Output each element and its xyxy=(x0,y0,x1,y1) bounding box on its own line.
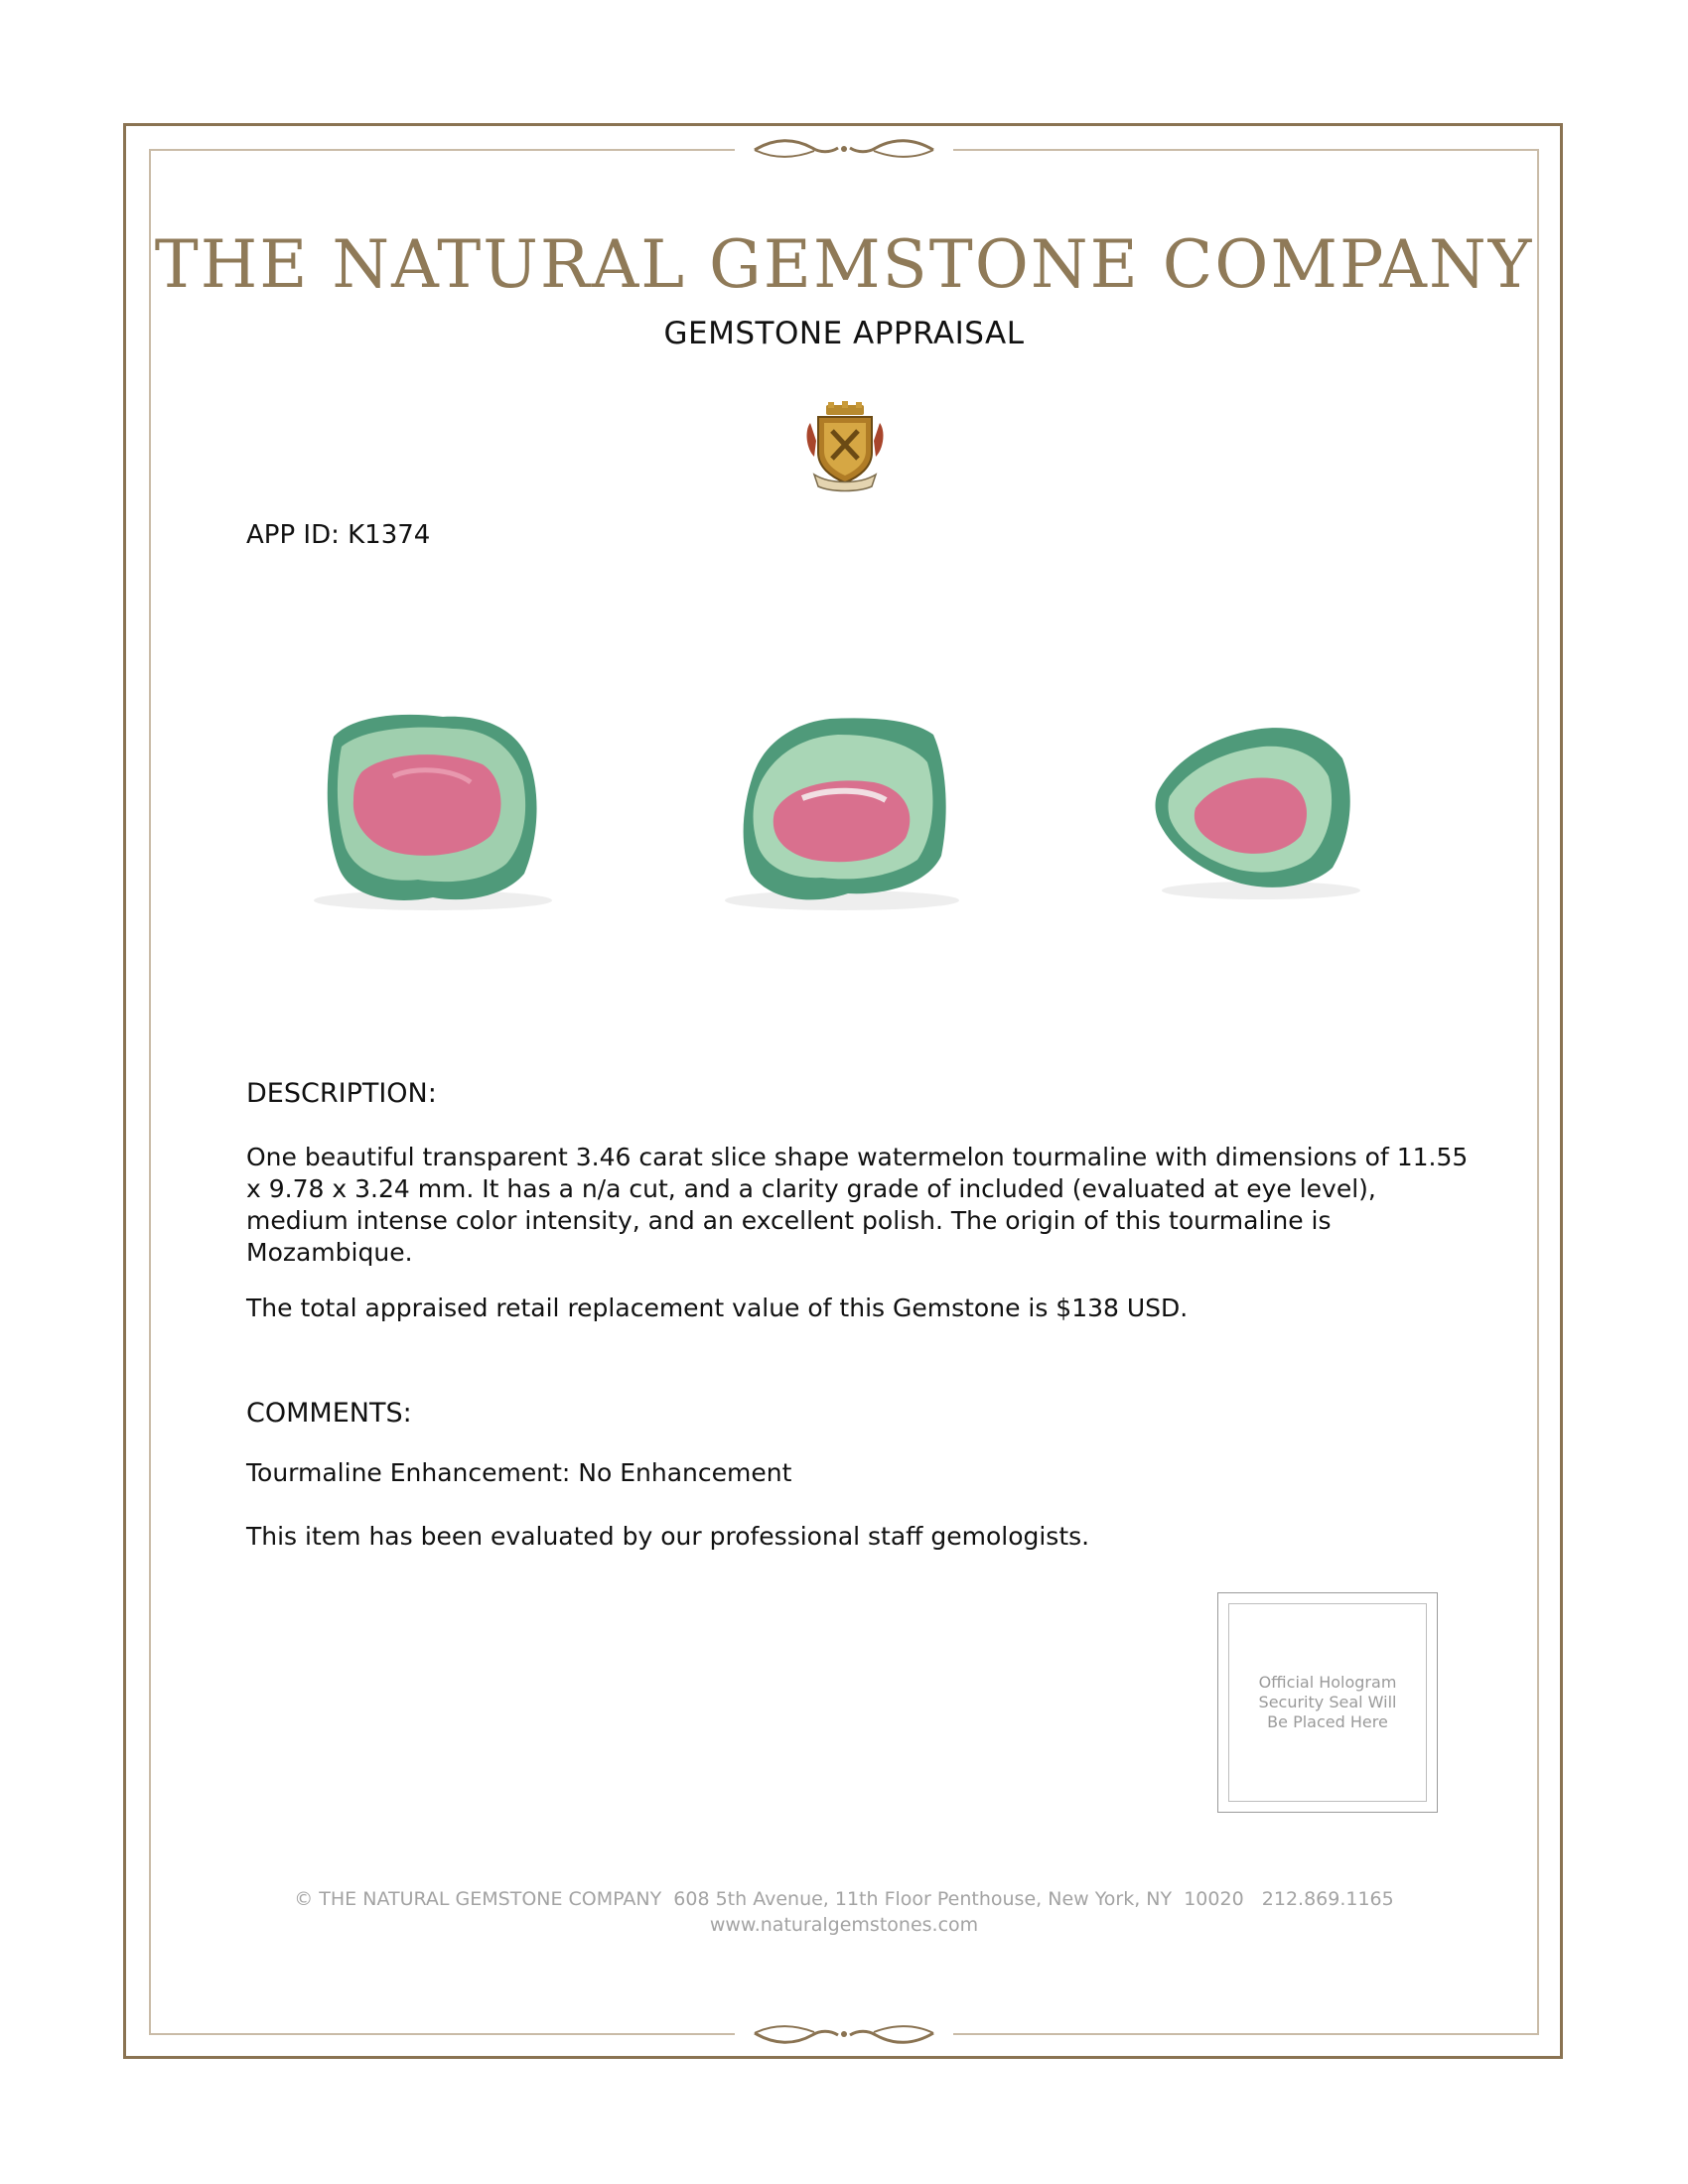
app-id: APP ID: K1374 xyxy=(246,520,431,550)
hologram-seal-text: Official Hologram Security Seal Will Be Placed Here xyxy=(1258,1673,1397,1731)
company-crest-logo xyxy=(802,401,888,492)
enhancement-comment: Tourmaline Enhancement: No Enhancement xyxy=(246,1458,792,1487)
inner-frame-bottom-left xyxy=(149,2033,735,2035)
footer-address: © THE NATURAL GEMSTONE COMPANY 608 5th Avenue, 11th Floor Penthouse, New York, NY 10020 212.869.1165 xyxy=(294,1888,1394,1910)
hologram-seal-inner-border xyxy=(1228,1603,1427,1802)
inner-frame-top-left xyxy=(149,149,735,151)
description-text: One beautiful transparent 3.46 carat slice shape watermelon tourmaline with dimensions of 11.55 x 9.78 x 3.24 mm. It has a n/a cut, and a clarity grade of included (evaluated at eye level), medium intense color intensity, and an excellent polish. The origin of this tourmaline is Mozambique. xyxy=(246,1143,1469,1267)
gem-photo-3 xyxy=(1062,617,1440,995)
bottom-flourish-ornament xyxy=(735,2021,953,2047)
top-flourish-ornament xyxy=(735,136,953,162)
document-title: GEMSTONE APPRAISAL xyxy=(663,316,1025,351)
inner-frame-top-right xyxy=(953,149,1539,151)
inner-frame-left xyxy=(149,149,151,2035)
company-name: THE NATURAL GEMSTONE COMPANY xyxy=(154,226,1534,303)
hologram-seal-placeholder xyxy=(1217,1592,1438,1813)
gem-photo-2 xyxy=(653,617,1031,995)
description-heading: DESCRIPTION: xyxy=(246,1078,437,1109)
footer-website: www.naturalgemstones.com xyxy=(709,1914,979,1936)
evaluation-comment: This item has been evaluated by our professional staff gemologists. xyxy=(246,1522,1090,1551)
comments-heading: COMMENTS: xyxy=(246,1398,412,1429)
appraised-value-statement: The total appraised retail replacement value of this Gemstone is $138 USD. xyxy=(246,1294,1189,1322)
inner-frame-bottom-right xyxy=(953,2033,1539,2035)
inner-frame-right xyxy=(1537,149,1539,2035)
gem-photo-1 xyxy=(244,617,622,995)
